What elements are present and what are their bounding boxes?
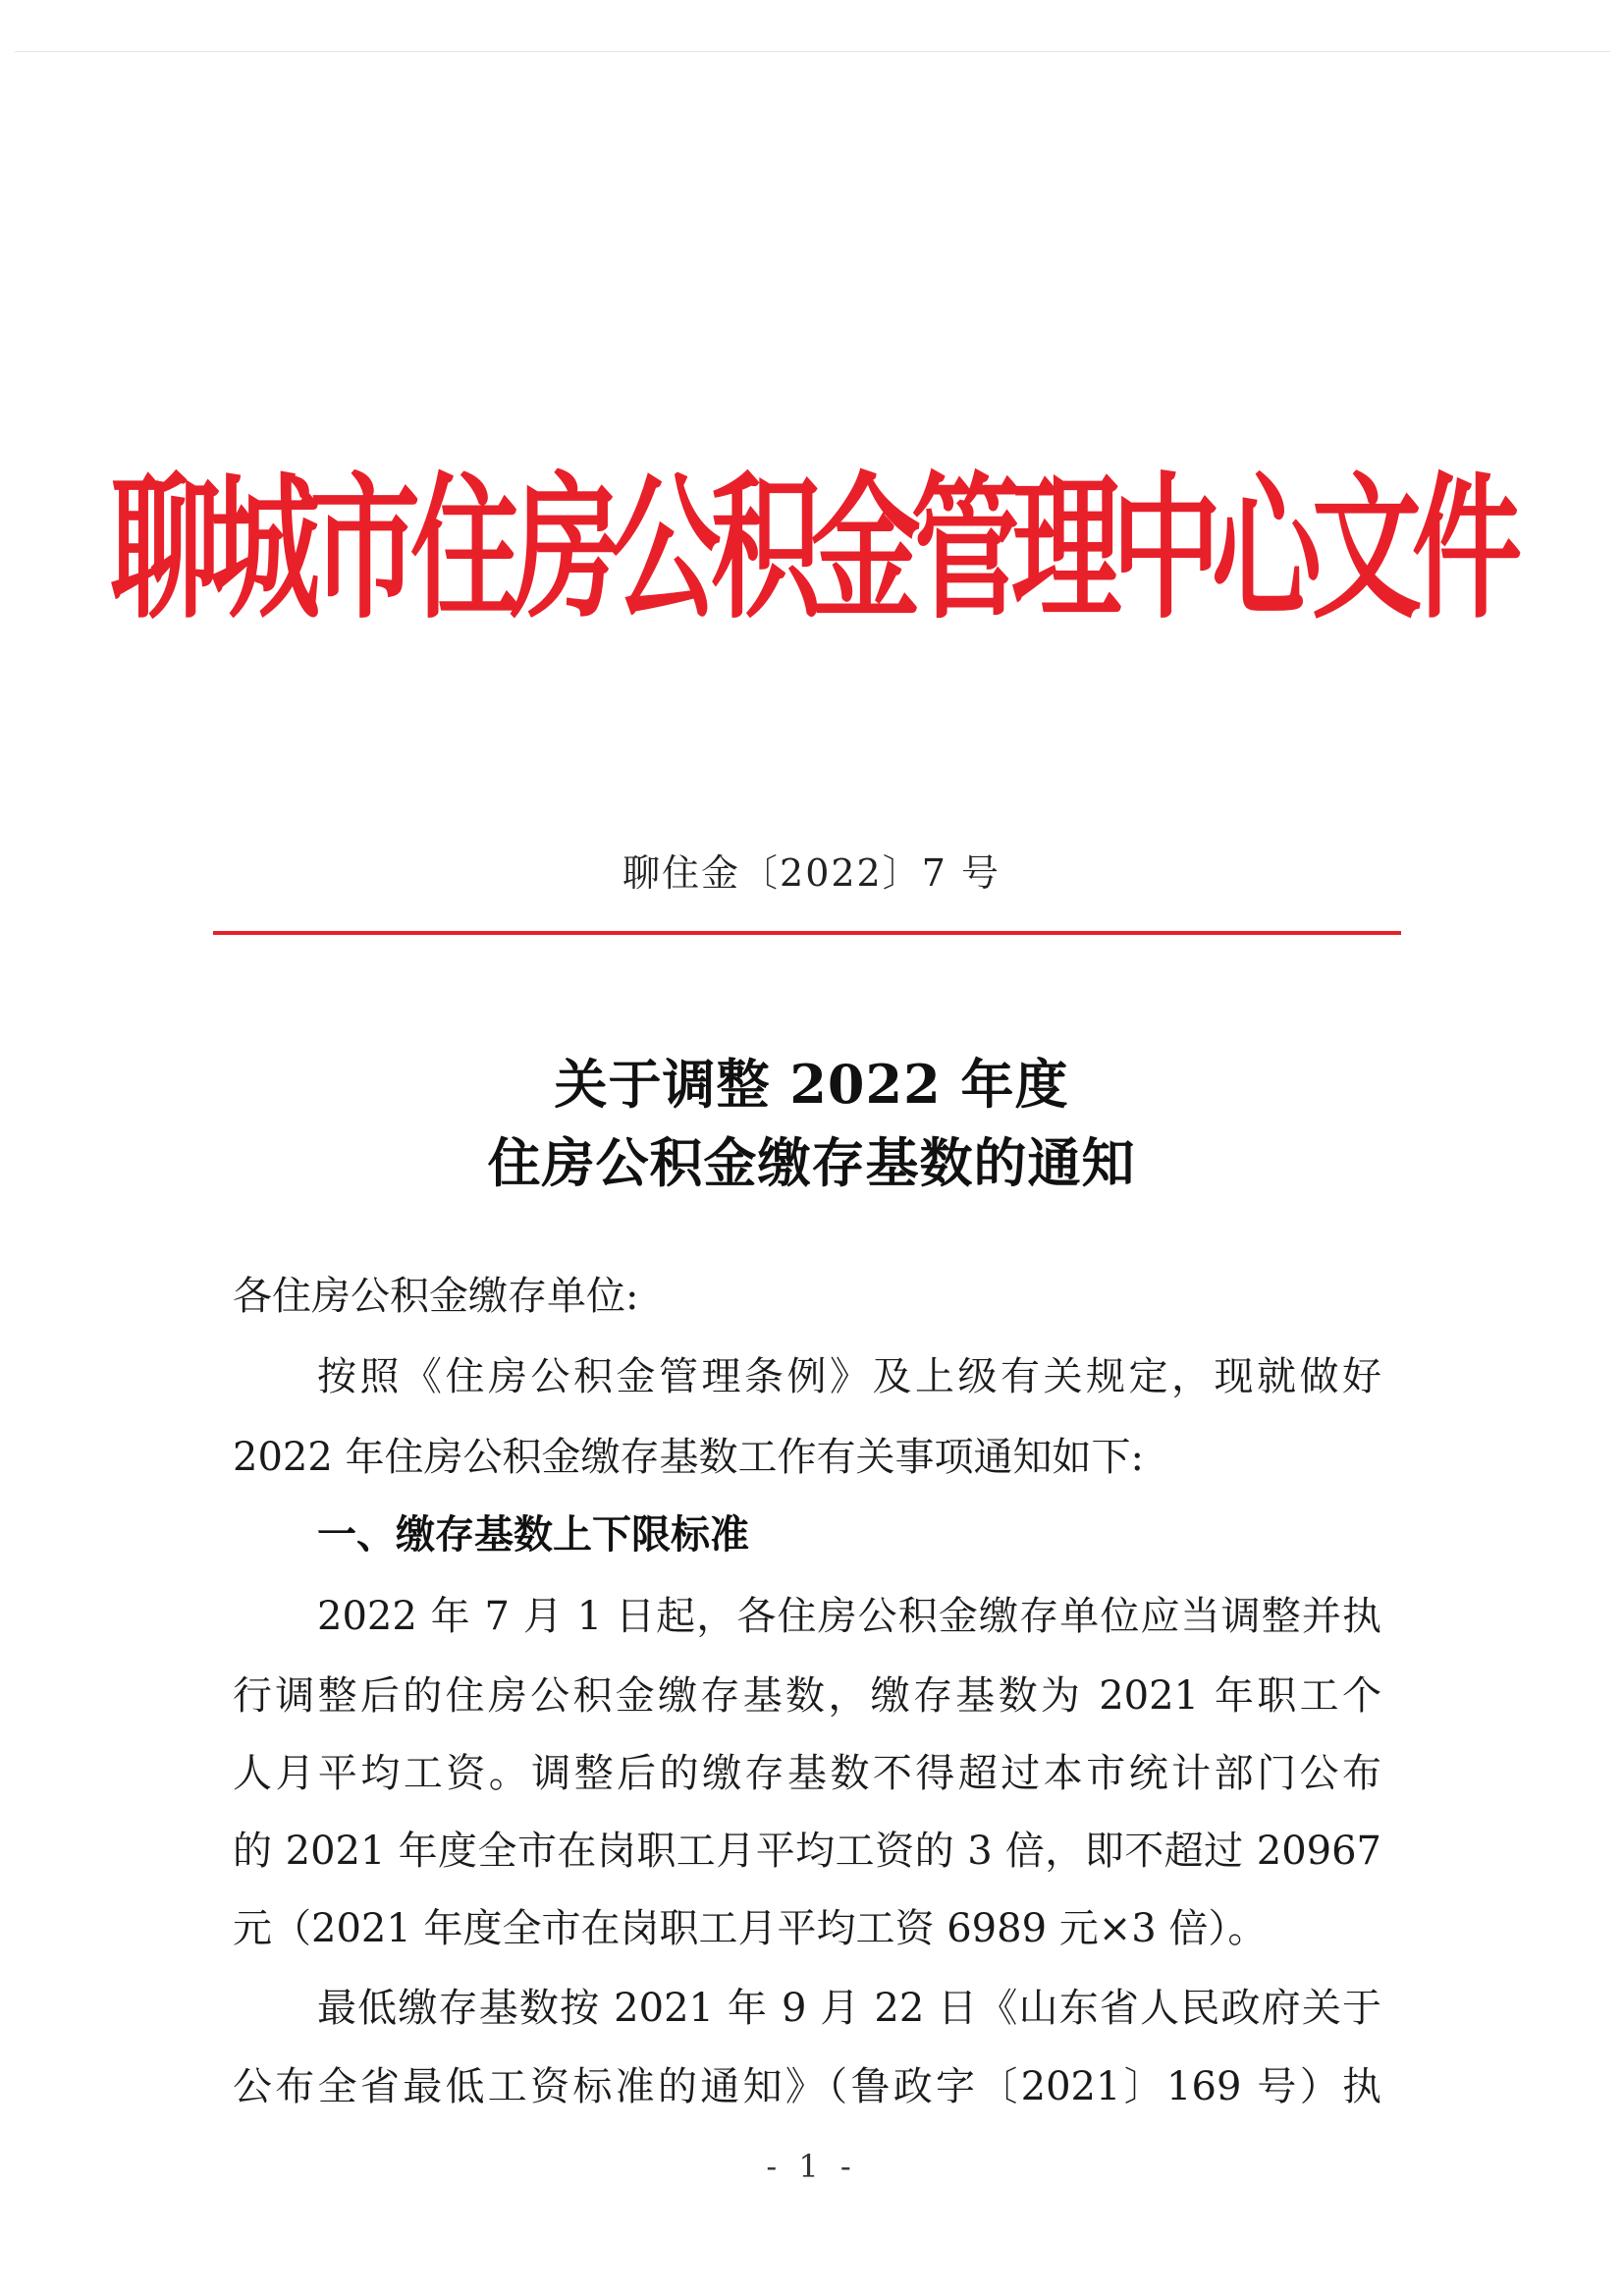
para-1-line-3: 人月平均工资。调整后的缴存基数不得超过本市统计部门公布 xyxy=(233,1751,1381,1796)
notice-title-line-1: 关于调整 2022 年度 xyxy=(554,1053,1069,1116)
page-number: - 1 - xyxy=(766,2148,857,2185)
red-separator-rule xyxy=(213,931,1401,935)
para-1-line-1: 2022 年 7 月 1 日起，各住房公积金缴存单位应当调整并执 xyxy=(317,1594,1381,1639)
scan-edge-line xyxy=(15,51,1610,52)
document-number: 聊住金〔2022〕7 号 xyxy=(622,851,1001,895)
intro-line-1: 按照《住房公积金管理条例》及上级有关规定，现就做好 xyxy=(317,1354,1381,1399)
para-2-line-1: 最低缴存基数按 2021 年 9 月 22 日《山东省人民政府关于 xyxy=(317,1986,1381,2031)
intro-line-2: 2022 年住房公积金缴存基数工作有关事项通知如下: xyxy=(233,1435,1144,1480)
para-1-line-2: 行调整后的住房公积金缴存基数，缴存基数为 2021 年职工个 xyxy=(233,1673,1381,1719)
para-1-line-5: 元（2021 年度全市在岗职工月平均工资 6989 元×3 倍）。 xyxy=(233,1906,1268,1951)
issuer-header-title: 聊城市住房公积金管理中心文件 xyxy=(110,458,1512,641)
notice-title-line-2: 住房公积金缴存基数的通知 xyxy=(487,1131,1136,1194)
para-2-line-2: 公布全省最低工资标准的通知》（鲁政字〔2021〕169 号）执 xyxy=(233,2064,1381,2109)
salutation: 各住房公积金缴存单位: xyxy=(233,1274,639,1319)
section-1-heading: 一、缴存基数上下限标准 xyxy=(317,1512,749,1558)
para-1-line-4: 的 2021 年度全市在岗职工月平均工资的 3 倍，即不超过 20967 xyxy=(233,1829,1381,1874)
